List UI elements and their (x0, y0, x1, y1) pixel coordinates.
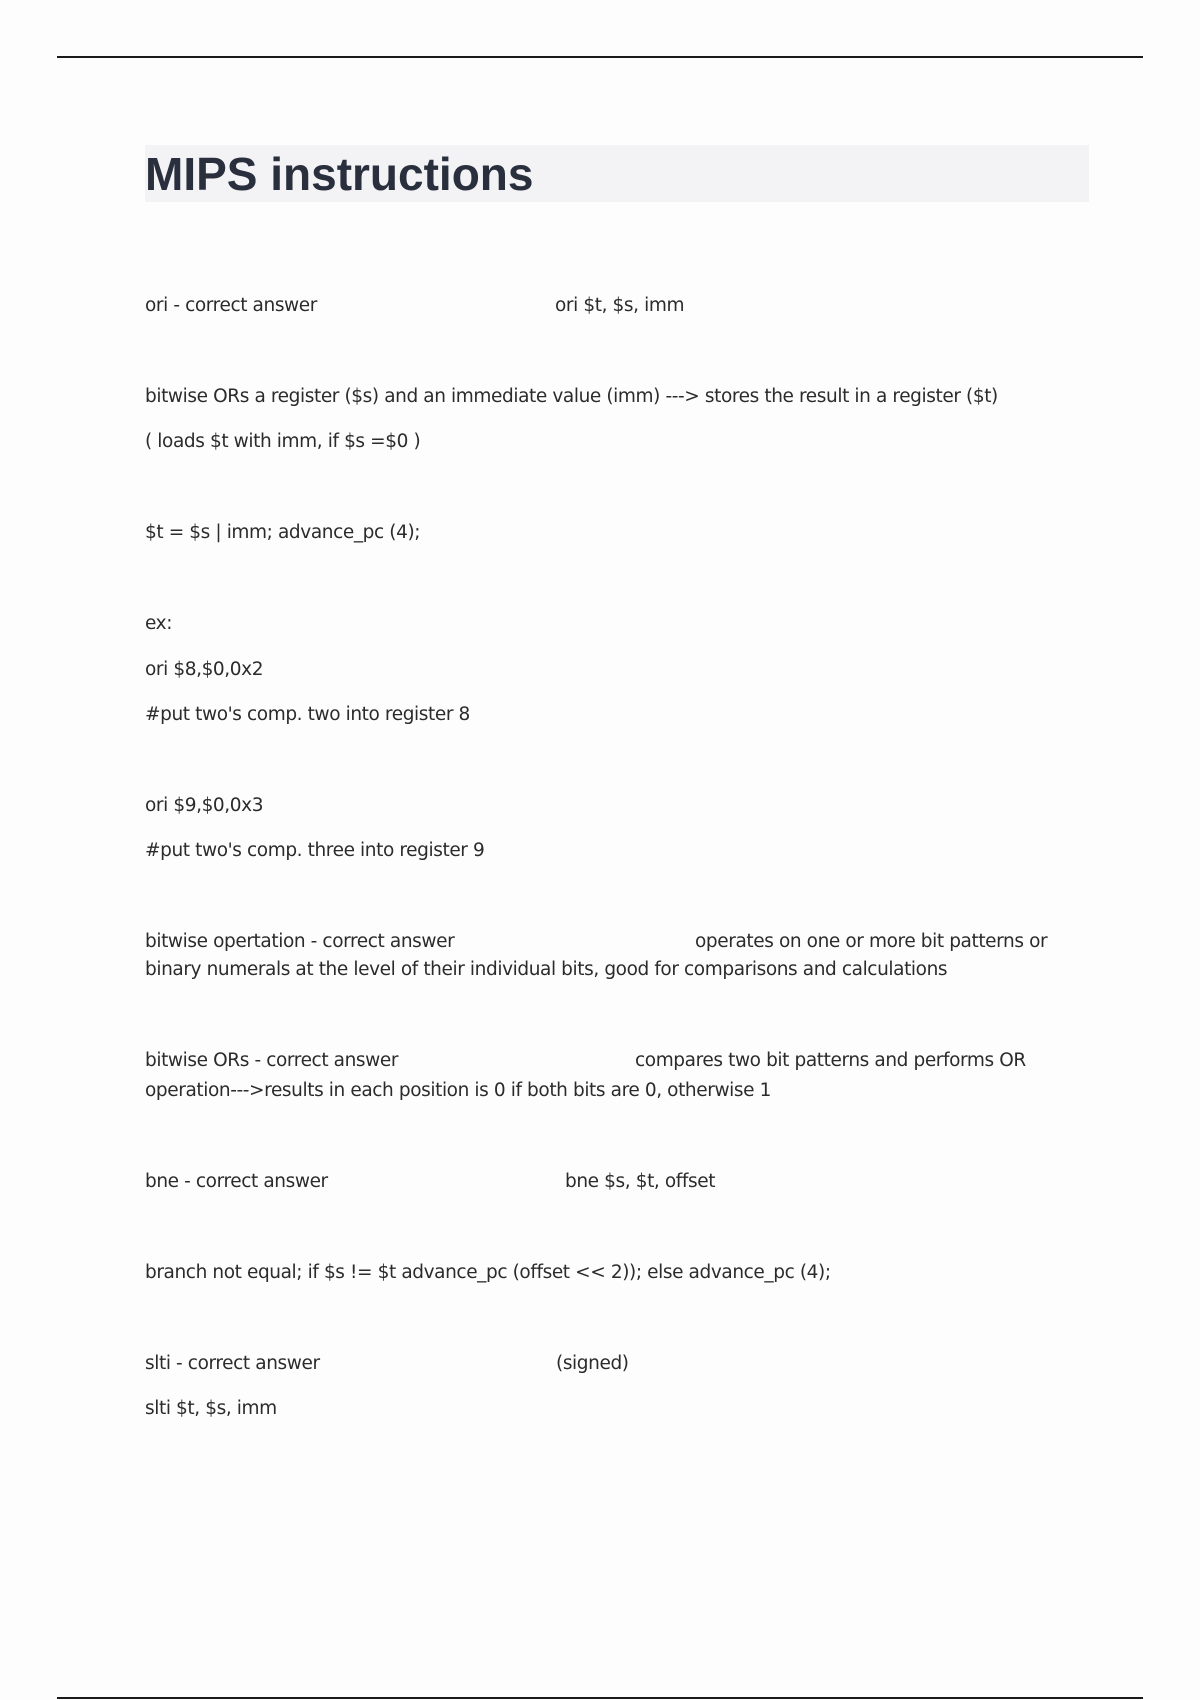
answer-slti: (signed) (556, 1353, 629, 1374)
footer-rule (57, 1697, 1143, 1699)
term-ori: ori - correct answer (145, 295, 317, 316)
note-ori: ( loads $t with imm, if $s =$0 ) (145, 431, 421, 452)
example-code-2: ori $9,$0,0x3 (145, 795, 264, 816)
answer-bitwise-ors-line-2: operation--->results in each position is 0 if both bits are 0, otherwise 1 (145, 1080, 771, 1101)
example-code-1: ori $8,$0,0x2 (145, 659, 264, 680)
term-bne: bne - correct answer (145, 1171, 328, 1192)
example-comment-1: #put two's comp. two into register 8 (145, 704, 470, 725)
operation-ori: $t = $s | imm; advance_pc (4); (145, 522, 421, 543)
description-ori: bitwise ORs a register ($s) and an immediate value (imm) ---> stores the result in a register ($t) (145, 386, 998, 407)
description-bne: branch not equal; if $s != $t advance_pc (offset << 2)); else advance_pc (4); (145, 1262, 831, 1283)
answer-bne: bne $s, $t, offset (565, 1171, 716, 1192)
header-rule (57, 56, 1143, 58)
term-bitwise-operation: bitwise opertation - correct answer (145, 931, 455, 952)
answer-bitwise-ors-line-1: compares two bit patterns and performs OR (635, 1050, 1026, 1071)
answer-ori: ori $t, $s, imm (555, 295, 685, 316)
document-title: MIPS instructions (145, 148, 534, 200)
example-label: ex: (145, 613, 173, 634)
answer-bitwise-operation-line-1: operates on one or more bit patterns or (695, 931, 1048, 952)
answer-bitwise-operation-line-2: binary numerals at the level of their individual bits, good for comparisons and calculations (145, 959, 948, 980)
example-comment-2: #put two's comp. three into register 9 (145, 840, 485, 861)
term-slti: slti - correct answer (145, 1353, 320, 1374)
syntax-slti: slti $t, $s, imm (145, 1398, 277, 1419)
term-bitwise-ors: bitwise ORs - correct answer (145, 1050, 399, 1071)
